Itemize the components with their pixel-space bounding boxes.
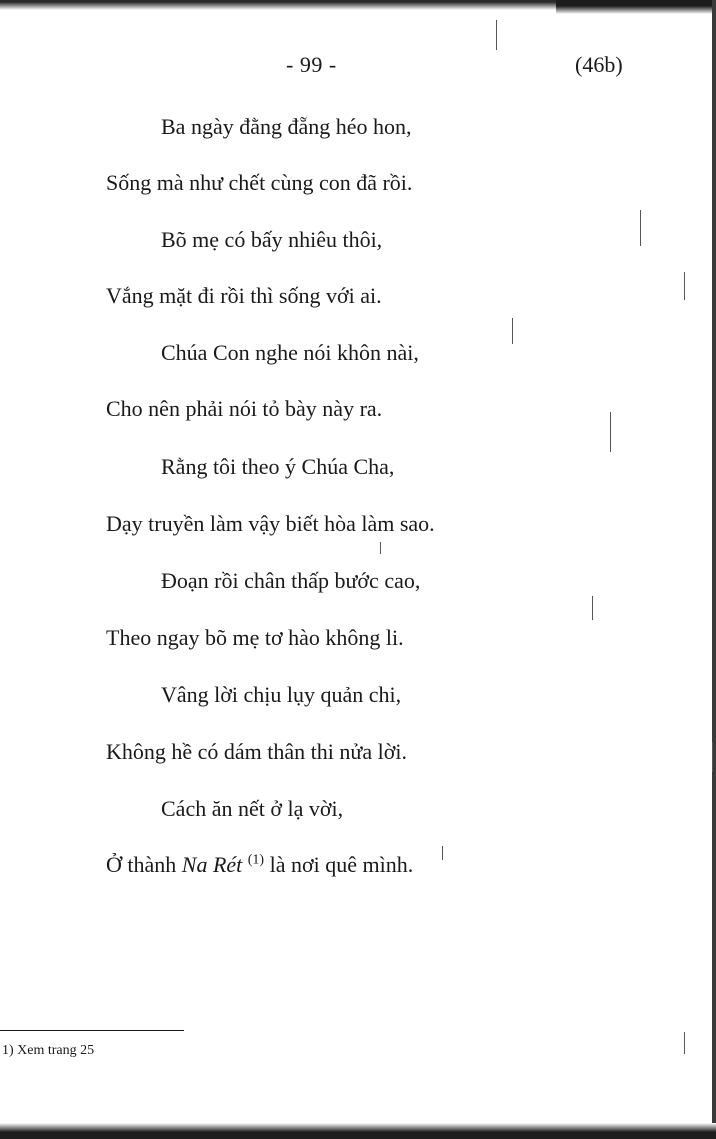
scan-speck — [496, 20, 497, 50]
place-name: Na Rét — [181, 852, 243, 877]
verse-line: Theo ngay bõ mẹ tơ hào không li. — [106, 625, 404, 650]
verse-line: Dạy truyền làm vậy biết hòa làm sao. — [106, 511, 435, 536]
verse-line: Ba ngày đằng đẵng héo hon, — [161, 114, 412, 139]
scan-speck — [640, 210, 641, 246]
scan-speck — [684, 1032, 685, 1054]
page-reference: (46b) — [575, 52, 623, 77]
scan-speck — [592, 596, 593, 620]
verse-line: Vâng lời chịu lụy quản chi, — [161, 682, 402, 707]
verse-line: Sống mà như chết cùng con đã rồi. — [106, 170, 413, 195]
scan-speck — [442, 846, 443, 860]
verse-line: Cho nên phải nói tỏ bày này ra. — [106, 396, 383, 421]
scan-speck — [610, 412, 611, 452]
verse-line — [106, 852, 413, 878]
scan-speck — [380, 542, 381, 554]
scan-bottom-edge — [0, 1123, 716, 1139]
verse-line: Cách ăn nết ở lạ vời, — [161, 796, 344, 821]
scan-right-edge — [712, 0, 716, 1139]
verse-text: là nơi quê mình. — [264, 852, 414, 877]
footnote-rule — [0, 1030, 184, 1031]
verse-line: Chúa Con nghe nói khôn nài, — [161, 340, 419, 365]
page-number: - 99 - — [286, 52, 337, 77]
scan-speck — [712, 742, 713, 772]
verse-text: Ở thành — [106, 852, 182, 877]
verse-line: Không hề có dám thân thi nửa lời. — [106, 739, 407, 764]
scan-top-edge-dark — [556, 0, 716, 14]
footnote-marker: (1) — [247, 852, 265, 868]
verse-line: Bõ mẹ có bấy nhiêu thôi, — [161, 227, 383, 252]
verse-line: Đoạn rồi chân thấp bước cao, — [161, 568, 421, 593]
verse-line: Vắng mặt đi rồi thì sống với ai. — [106, 283, 382, 308]
footnote: 1) Xem trang 25 — [2, 1043, 95, 1058]
scan-speck — [684, 272, 685, 300]
verse-line: Rằng tôi theo ý Chúa Cha, — [161, 454, 395, 479]
scan-speck — [512, 318, 513, 344]
